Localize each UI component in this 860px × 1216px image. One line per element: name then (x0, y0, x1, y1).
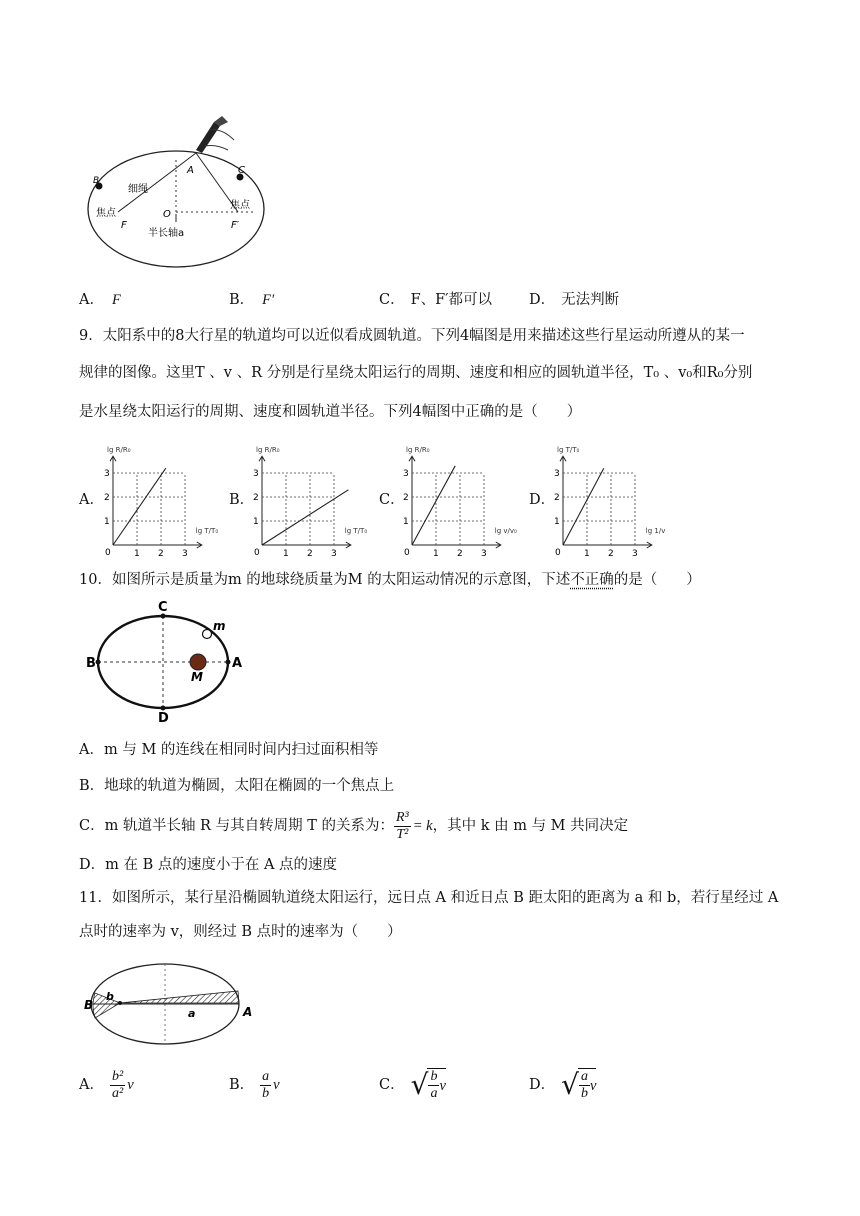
q9-stem-line3: 是水星绕太阳运行的周期、速度和圆轨道半径。下列4幅图中正确的是（ ） (79, 404, 582, 420)
option-key: D． (529, 292, 556, 308)
q9-option-key-c[interactable]: C． (379, 492, 405, 508)
q10-option-c-eq: = k (412, 818, 433, 834)
q11-option-c[interactable] (379, 1065, 446, 1105)
x-tick-label: 2 (307, 549, 313, 559)
q8-fig-B: B (93, 176, 100, 186)
x-tick-label: 3 (632, 549, 638, 559)
q9-stem-line1: 9．太阳系中的8大行星的轨道均可以近似看成圆轨道。下列4幅图是用来描述这些行星运动所遵从的某一 (79, 328, 745, 344)
fraction-numerator: b² (111, 1068, 124, 1084)
q8-fig-rope: 细绳 (128, 184, 148, 195)
q9-option-key-a[interactable]: A． (79, 492, 104, 508)
option-key: B． (229, 292, 255, 308)
q8-fig-focus-left: 焦点 (96, 208, 116, 219)
q10-option-a[interactable]: A．m 与 M 的连线在相同时间内扫过面积相等 (79, 742, 379, 758)
x-axis-label: lg v/v₀ (494, 527, 517, 535)
x-tick-label: 1 (433, 549, 439, 559)
option-tail: v (439, 1077, 446, 1094)
fraction-numerator: a (262, 1068, 270, 1084)
q11-fig-b: b (106, 990, 114, 1003)
option-tail: v (589, 1077, 597, 1094)
option-tail: v (273, 1077, 280, 1093)
q10-option-c-before: C．m 轨道半长轴 R 与其自转周期 T 的关系为： (79, 818, 394, 834)
q11-fig-A: A (243, 1005, 253, 1019)
q11-stem-line2: 点时的速率为 v，则经过 B 点时的速率为（ ） (79, 924, 402, 940)
fraction-denominator: T² (396, 826, 409, 842)
origin-label: 0 (254, 548, 260, 558)
option-key: C． (379, 1077, 405, 1093)
y-axis-label: lg R/R₀ (256, 446, 280, 455)
q8-fig-A: A (187, 165, 194, 176)
q11-fig-a: a (188, 1007, 196, 1020)
y-tick-label: 3 (253, 469, 259, 479)
q9-option-key-b[interactable]: B． (229, 492, 255, 508)
y-axis-label: lg T/T₀ (557, 446, 580, 455)
y-tick-label: 2 (403, 493, 409, 503)
x-tick-label: 1 (134, 549, 140, 559)
q11-fig-B: B (84, 998, 94, 1012)
option-fraction (110, 1069, 125, 1102)
option-tail: v (127, 1077, 134, 1093)
y-tick-label: 3 (554, 469, 560, 479)
q11-stem-line1: 11．如图所示，某行星沿椭圆轨道绕太阳运行，远日点 A 和近日点 B 距太阳的距离为 a 和 b，若行星经过 A (79, 890, 779, 906)
q10-option-c-after: ，其中 k 由 m 与 M 共同决定 (432, 818, 629, 834)
q8-fig-focus-right: 焦点 (230, 200, 250, 211)
y-tick-label: 1 (403, 517, 409, 527)
q8-fig-F: F (121, 220, 127, 231)
fraction-denominator: b (580, 1086, 588, 1101)
option-key: A． (79, 292, 104, 308)
y-tick-label: 2 (104, 493, 110, 503)
origin-label: 0 (404, 548, 410, 558)
q10-stem-before: 10．如图所示是质量为m 的地球绕质量为M 的太阳运动情况的示意图，下述 (79, 572, 571, 588)
option-text: F′ (262, 292, 275, 308)
q11-option-d[interactable] (529, 1065, 596, 1105)
q10-fig-B: B (86, 656, 96, 671)
q10-stem-after: 的是（ ） (613, 572, 701, 588)
q8-fig-semi-axis: 半长轴a (148, 228, 185, 239)
y-axis-label: lg R/R₀ (107, 446, 131, 455)
x-tick-label: 3 (182, 549, 188, 559)
x-axis-label: lg T/T₀ (344, 527, 368, 535)
option-fraction (579, 1069, 590, 1102)
option-text: F、F′都可以 (410, 292, 493, 308)
y-tick-label: 1 (253, 517, 259, 527)
q11-option-b[interactable] (229, 1065, 280, 1105)
q8-fig-O: O (163, 209, 171, 220)
y-tick-label: 3 (104, 469, 110, 479)
q11-option-a[interactable] (79, 1065, 134, 1105)
q10-fig-M: M (191, 670, 203, 684)
fraction-numerator: b (430, 1069, 438, 1084)
q8-fig-Fp: F′ (231, 220, 240, 231)
x-tick-label: 3 (331, 549, 337, 559)
q10-stem-emph: 不正确 (570, 572, 614, 588)
x-tick-label: 3 (481, 549, 487, 559)
x-tick-label: 2 (158, 549, 164, 559)
q9-stem-line2: 规律的图像。这里T 、v 、R 分别是行星绕太阳运行的周期、速度和相应的圆轨道半径，T₀ 、v₀和R₀分别 (79, 365, 753, 381)
option-fraction (428, 1069, 439, 1102)
q10-option-b[interactable]: B．地球的轨道为椭圆，太阳在椭圆的一个焦点上 (79, 778, 395, 794)
x-tick-label: 2 (608, 549, 614, 559)
x-tick-label: 1 (584, 549, 590, 559)
sun-icon (118, 1001, 122, 1005)
y-axis-label: lg R/R₀ (406, 446, 430, 455)
option-key: D． (529, 1077, 556, 1093)
fraction-denominator: a (430, 1086, 438, 1101)
q10-fig-m: m (213, 619, 226, 633)
option-text: F (111, 292, 121, 308)
fraction-denominator: a² (111, 1085, 124, 1101)
fraction-numerator: R³ (395, 809, 409, 825)
x-axis-label: lg T/T₀ (195, 527, 219, 535)
sqrt-symbol: √ $\frac{a}{b}$ v (561, 1068, 597, 1101)
option-text: 无法判断 (561, 292, 620, 308)
x-tick-label: 2 (457, 549, 463, 559)
y-tick-label: 3 (403, 469, 409, 479)
origin-label: 0 (555, 548, 561, 558)
x-tick-label: 1 (283, 549, 289, 559)
y-tick-label: 2 (253, 493, 259, 503)
fraction-numerator: a (580, 1069, 588, 1084)
sqrt-symbol: √ $\frac{b}{a}$ v (410, 1068, 446, 1101)
q8-fig-C: C (238, 165, 245, 176)
x-axis-label: lg 1/v (645, 527, 666, 535)
option-key: C． (379, 292, 405, 308)
option-key: B． (229, 1077, 255, 1093)
q10-fig-A: A (232, 656, 243, 671)
q9-option-key-d[interactable]: D． (529, 492, 556, 508)
y-tick-label: 1 (104, 517, 110, 527)
q10-fig-D: D (158, 711, 169, 726)
fraction-denominator: b (262, 1085, 270, 1101)
option-fraction (260, 1069, 271, 1102)
option-key: A． (79, 1077, 104, 1093)
y-tick-label: 2 (554, 493, 560, 503)
q10-option-d[interactable]: D．m 在 B 点的速度小于在 A 点的速度 (79, 857, 338, 873)
y-tick-label: 1 (554, 517, 560, 527)
origin-label: 0 (105, 548, 111, 558)
q10-fig-C: C (158, 600, 168, 615)
